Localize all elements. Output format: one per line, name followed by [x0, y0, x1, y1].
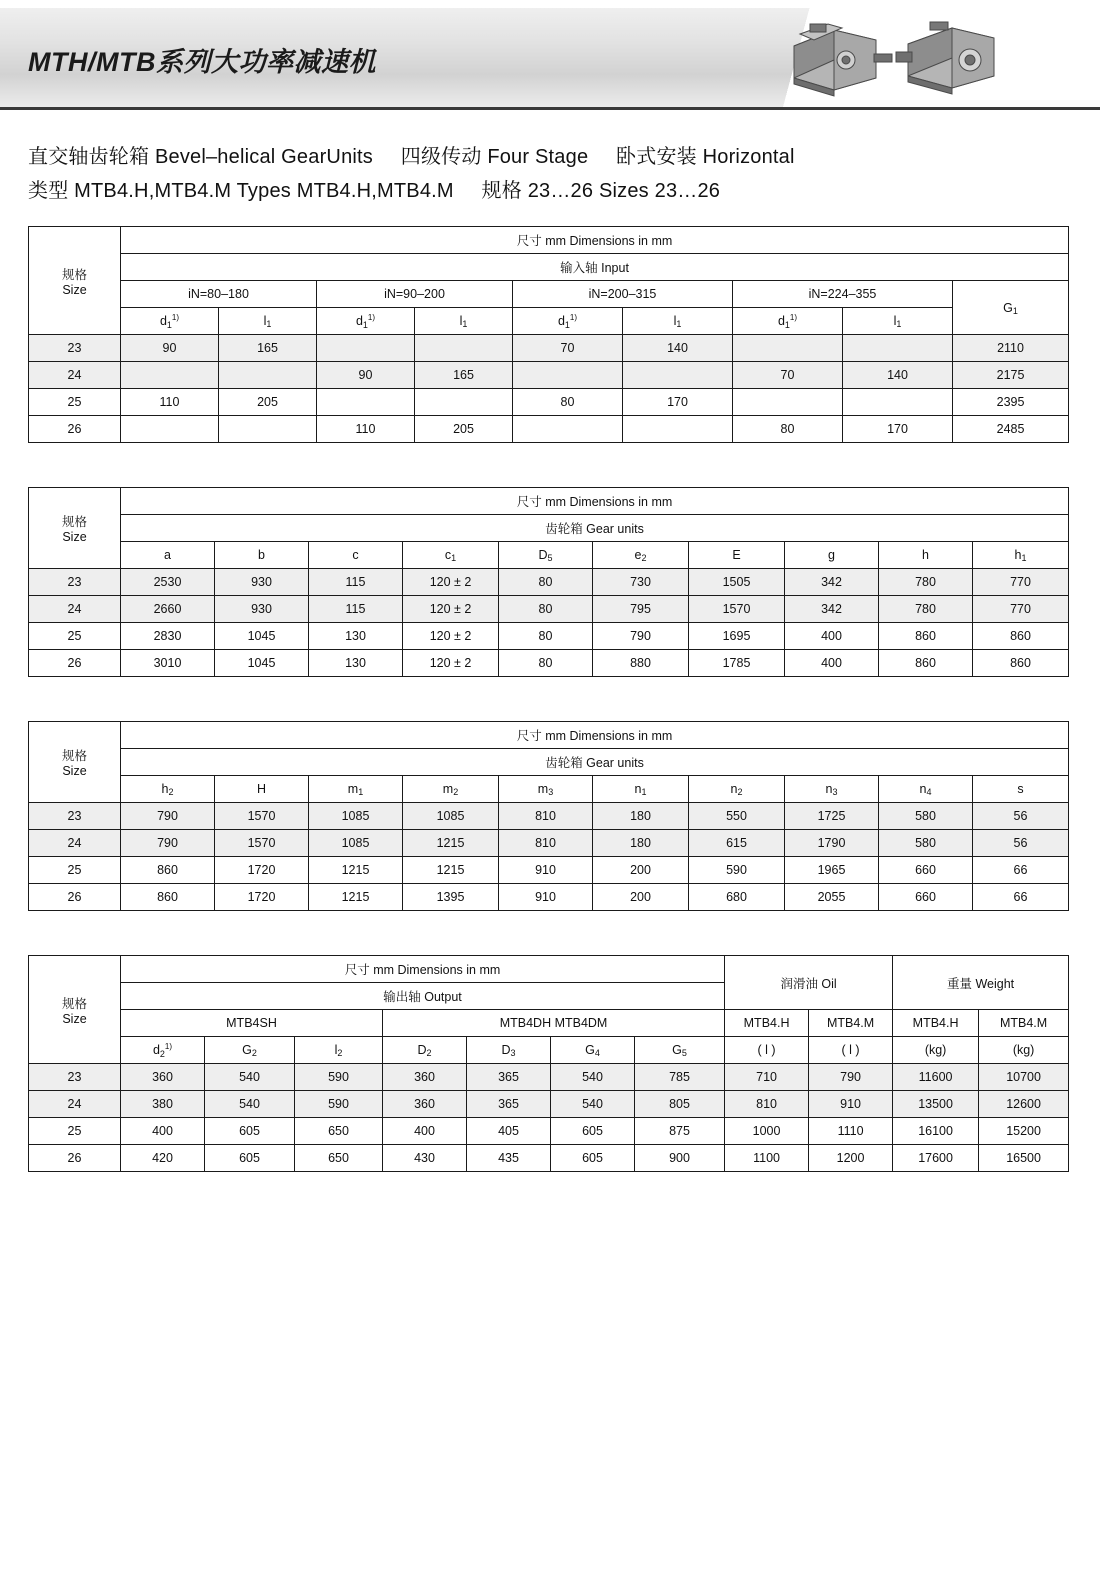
cell: 790	[121, 803, 215, 830]
table-gear-units-2-wrapper	[28, 721, 1068, 911]
row-size: 25	[29, 1118, 121, 1145]
table-row	[29, 650, 1069, 677]
size-header-en: Size	[62, 1011, 87, 1026]
column-l1-a: $l_1$	[219, 308, 317, 335]
column-m3: $m_3$	[499, 776, 593, 803]
cell: 80	[499, 569, 593, 596]
column-G5: $G_5$	[635, 1037, 725, 1064]
cell: 1215	[403, 857, 499, 884]
input-span-title: 输入轴 Input	[121, 254, 1069, 281]
cell: 650	[295, 1118, 383, 1145]
cell: 10700	[979, 1064, 1069, 1091]
cell: 860	[121, 884, 215, 911]
cell: 400	[121, 1118, 205, 1145]
cell: 540	[205, 1064, 295, 1091]
row-size: 24	[29, 596, 121, 623]
group-in-80-180: iN=80–180	[121, 281, 317, 308]
oil-span-title: 润滑油 Oil	[725, 956, 893, 1010]
cell: 90	[317, 362, 415, 389]
group-in-224-355: iN=224–355	[733, 281, 953, 308]
group-weight-mtb4m: MTB4.M	[979, 1010, 1069, 1037]
cell: 120 ± 2	[403, 623, 499, 650]
heading-line-2	[28, 174, 1068, 208]
cell: 660	[879, 884, 973, 911]
cell: 66	[973, 884, 1069, 911]
cell	[513, 362, 623, 389]
cell: 365	[467, 1091, 551, 1118]
cell: 860	[973, 650, 1069, 677]
table-row	[29, 362, 1069, 389]
cell: 880	[593, 650, 689, 677]
cell: 405	[467, 1118, 551, 1145]
table-output-oil-weight-wrapper	[28, 955, 1068, 1172]
row-size: 26	[29, 884, 121, 911]
cell: 900	[635, 1145, 725, 1172]
cell: 1570	[215, 830, 309, 857]
column-weight-unit-m: (kg)	[979, 1037, 1069, 1064]
size-header-cell	[29, 488, 121, 569]
column-b: b	[215, 542, 309, 569]
column-oil-unit-h: ( l )	[725, 1037, 809, 1064]
row-size: 24	[29, 830, 121, 857]
column-d1-a: $d_1^{1)}$	[121, 308, 219, 335]
cell: 200	[593, 884, 689, 911]
cell: 2175	[953, 362, 1069, 389]
cell: 1085	[309, 830, 403, 857]
cell	[623, 362, 733, 389]
cell: 780	[879, 596, 973, 623]
cell: 1790	[785, 830, 879, 857]
cell: 580	[879, 830, 973, 857]
heading-line-1	[28, 140, 1068, 174]
cell: 1110	[809, 1118, 893, 1145]
cell: 120 ± 2	[403, 569, 499, 596]
cell	[219, 362, 317, 389]
column-D2: $D_2$	[383, 1037, 467, 1064]
column-g1: $G_1$	[953, 281, 1069, 335]
cell: 930	[215, 596, 309, 623]
column-weight-unit-h: (kg)	[893, 1037, 979, 1064]
cell: 810	[499, 803, 593, 830]
cell: 2055	[785, 884, 879, 911]
row-size: 26	[29, 1145, 121, 1172]
column-D3: $D_3$	[467, 1037, 551, 1064]
group-in-200-315: iN=200–315	[513, 281, 733, 308]
cell: 860	[973, 623, 1069, 650]
row-size: 25	[29, 623, 121, 650]
cell: 2395	[953, 389, 1069, 416]
cell: 605	[551, 1145, 635, 1172]
cell: 400	[383, 1118, 467, 1145]
row-size: 26	[29, 650, 121, 677]
column-d5: $D_5$	[499, 542, 593, 569]
column-d1-b: $d_1^{1)}$	[317, 308, 415, 335]
column-l1-d: $l_1$	[843, 308, 953, 335]
size-header-en: Size	[62, 530, 87, 544]
cell: 605	[205, 1145, 295, 1172]
table-row	[29, 803, 1069, 830]
cell: 70	[513, 335, 623, 362]
heading-1-seg-2: 四级传动 Four Stage	[400, 146, 589, 168]
cell: 790	[809, 1064, 893, 1091]
cell	[121, 416, 219, 443]
table-input-shaft-wrapper	[28, 226, 1068, 443]
row-size: 24	[29, 1091, 121, 1118]
row-size: 23	[29, 803, 121, 830]
cell: 540	[205, 1091, 295, 1118]
column-g2: $G_2$	[205, 1037, 295, 1064]
cell: 16500	[979, 1145, 1069, 1172]
heading-1-seg-3: 卧式安装 Horizontal	[616, 146, 795, 168]
cell: 3010	[121, 650, 215, 677]
row-size: 25	[29, 857, 121, 884]
size-header-cell	[29, 722, 121, 803]
cell: 80	[499, 650, 593, 677]
cell: 1085	[309, 803, 403, 830]
cell: 910	[809, 1091, 893, 1118]
cell	[317, 335, 415, 362]
table-row	[29, 1145, 1069, 1172]
size-header-cn: 规格	[61, 749, 87, 763]
group-mtb4dh-dm: MTB4DH MTB4DM	[383, 1010, 725, 1037]
table-row	[29, 884, 1069, 911]
cell: 1720	[215, 857, 309, 884]
cell: 1570	[215, 803, 309, 830]
heading-2-seg-1: 类型 MTB4.H,MTB4.M Types MTB4.H,MTB4.M	[28, 180, 454, 202]
cell	[623, 416, 733, 443]
cell: 1215	[309, 884, 403, 911]
cell: 605	[205, 1118, 295, 1145]
table-row	[29, 857, 1069, 884]
cell: 1720	[215, 884, 309, 911]
column-a: a	[121, 542, 215, 569]
cell: 80	[499, 596, 593, 623]
column-l2: $l_2$	[295, 1037, 383, 1064]
cell: 56	[973, 803, 1069, 830]
size-header-en: Size	[62, 764, 87, 778]
cell: 660	[879, 857, 973, 884]
cell: 400	[785, 650, 879, 677]
row-size: 23	[29, 335, 121, 362]
cell: 430	[383, 1145, 467, 1172]
table-row	[29, 1091, 1069, 1118]
cell: 910	[499, 884, 593, 911]
cell	[733, 389, 843, 416]
cell: 80	[733, 416, 843, 443]
cell: 360	[383, 1091, 467, 1118]
cell: 165	[219, 335, 317, 362]
cell: 780	[879, 569, 973, 596]
row-size: 25	[29, 389, 121, 416]
column-e2: $e_2$	[593, 542, 689, 569]
cell: 170	[623, 389, 733, 416]
cell: 360	[121, 1064, 205, 1091]
cell: 2485	[953, 416, 1069, 443]
gear-units-span-title: 齿轮箱 Gear units	[121, 749, 1069, 776]
cell: 13500	[893, 1091, 979, 1118]
cell: 790	[121, 830, 215, 857]
cell: 1695	[689, 623, 785, 650]
cell: 115	[309, 569, 403, 596]
cell: 790	[593, 623, 689, 650]
row-size: 26	[29, 416, 121, 443]
weight-span-title: 重量 Weight	[893, 956, 1069, 1010]
cell: 120 ± 2	[403, 650, 499, 677]
cell: 16100	[893, 1118, 979, 1145]
cell: 1045	[215, 650, 309, 677]
table-output-oil-weight	[28, 955, 1069, 1172]
cell: 930	[215, 569, 309, 596]
cell	[219, 416, 317, 443]
dimensions-span-title: 尺寸 mm Dimensions in mm	[121, 722, 1069, 749]
group-weight-mtb4h: MTB4.H	[893, 1010, 979, 1037]
cell: 910	[499, 857, 593, 884]
cell: 1505	[689, 569, 785, 596]
cell: 70	[733, 362, 843, 389]
column-l1-c: $l_1$	[623, 308, 733, 335]
cell: 180	[593, 830, 689, 857]
cell	[317, 389, 415, 416]
cell: 365	[467, 1064, 551, 1091]
size-header-cn: 规格	[61, 515, 87, 529]
cell: 615	[689, 830, 785, 857]
cell: 1725	[785, 803, 879, 830]
cell	[733, 335, 843, 362]
cell: 1215	[309, 857, 403, 884]
cell: 1100	[725, 1145, 809, 1172]
table-row	[29, 596, 1069, 623]
table-row	[29, 1118, 1069, 1145]
column-n2: $n_2$	[689, 776, 785, 803]
cell: 342	[785, 596, 879, 623]
column-h2: $h_2$	[121, 776, 215, 803]
cell: 11600	[893, 1064, 979, 1091]
page-title: MTH/MTB系列大功率减速机	[28, 47, 376, 77]
cell: 90	[121, 335, 219, 362]
output-span-title: 输出轴 Output	[121, 983, 725, 1010]
cell	[843, 335, 953, 362]
cell: 120 ± 2	[403, 596, 499, 623]
cell: 80	[499, 623, 593, 650]
cell	[843, 389, 953, 416]
table-gear-units-2	[28, 721, 1069, 911]
table-row	[29, 623, 1069, 650]
cell: 2830	[121, 623, 215, 650]
cell: 110	[317, 416, 415, 443]
group-oil-mtb4h: MTB4.H	[725, 1010, 809, 1037]
gear-units-span-title: 齿轮箱 Gear units	[121, 515, 1069, 542]
dimensions-span-title: 尺寸 mm Dimensions in mm	[121, 956, 725, 983]
cell: 110	[121, 389, 219, 416]
cell	[121, 362, 219, 389]
cell: 56	[973, 830, 1069, 857]
cell: 1570	[689, 596, 785, 623]
cell: 1395	[403, 884, 499, 911]
column-h1: $h_1$	[973, 542, 1069, 569]
size-header-cn: 规格	[61, 267, 87, 282]
cell	[415, 335, 513, 362]
table-row	[29, 569, 1069, 596]
table-gear-units-1	[28, 487, 1069, 677]
cell: 1965	[785, 857, 879, 884]
cell: 805	[635, 1091, 725, 1118]
table-input-shaft	[28, 226, 1069, 443]
column-l1-b: $l_1$	[415, 308, 513, 335]
cell: 380	[121, 1091, 205, 1118]
column-c1: $c_1$	[403, 542, 499, 569]
cell: 785	[635, 1064, 725, 1091]
cell: 580	[879, 803, 973, 830]
cell: 180	[593, 803, 689, 830]
cell: 165	[415, 362, 513, 389]
cell: 860	[121, 857, 215, 884]
cell: 540	[551, 1064, 635, 1091]
document-headings	[28, 140, 1068, 208]
cell: 130	[309, 650, 403, 677]
column-s: s	[973, 776, 1069, 803]
page-header	[0, 0, 1100, 110]
table-row	[29, 1064, 1069, 1091]
size-header-en: Size	[62, 282, 87, 297]
column-n1: $n_1$	[593, 776, 689, 803]
column-n3: $n_3$	[785, 776, 879, 803]
cell: 590	[295, 1091, 383, 1118]
column-n4: $n_4$	[879, 776, 973, 803]
row-size: 23	[29, 569, 121, 596]
cell: 860	[879, 623, 973, 650]
row-size: 23	[29, 1064, 121, 1091]
cell: 590	[689, 857, 785, 884]
column-h: h	[879, 542, 973, 569]
column-H: H	[215, 776, 309, 803]
cell: 2110	[953, 335, 1069, 362]
column-d2: $d_2^{1)}$	[121, 1037, 205, 1064]
cell	[415, 389, 513, 416]
group-in-90-200: iN=90–200	[317, 281, 513, 308]
table-row	[29, 830, 1069, 857]
cell: 810	[725, 1091, 809, 1118]
cell: 115	[309, 596, 403, 623]
size-header-cn: 规格	[61, 996, 87, 1011]
cell: 360	[383, 1064, 467, 1091]
cell: 1215	[403, 830, 499, 857]
cell: 2660	[121, 596, 215, 623]
cell: 1085	[403, 803, 499, 830]
cell: 770	[973, 596, 1069, 623]
cell: 875	[635, 1118, 725, 1145]
cell: 650	[295, 1145, 383, 1172]
column-d1-d: $d_1^{1)}$	[733, 308, 843, 335]
heading-2-seg-2: 规格 23…26 Sizes 23…26	[481, 180, 721, 202]
dimensions-span-title: 尺寸 mm Dimensions in mm	[121, 227, 1069, 254]
column-c: c	[309, 542, 403, 569]
cell: 1045	[215, 623, 309, 650]
cell: 680	[689, 884, 785, 911]
cell: 205	[219, 389, 317, 416]
cell: 860	[879, 650, 973, 677]
cell: 66	[973, 857, 1069, 884]
cell: 1000	[725, 1118, 809, 1145]
cell: 730	[593, 569, 689, 596]
cell: 2530	[121, 569, 215, 596]
table-gear-units-1-wrapper	[28, 487, 1068, 677]
column-oil-unit-m: ( l )	[809, 1037, 893, 1064]
table-row	[29, 335, 1069, 362]
cell: 420	[121, 1145, 205, 1172]
table-row	[29, 389, 1069, 416]
cell: 1200	[809, 1145, 893, 1172]
group-mtb4sh: MTB4SH	[121, 1010, 383, 1037]
column-d1-c: $d_1^{1)}$	[513, 308, 623, 335]
row-size: 24	[29, 362, 121, 389]
cell: 605	[551, 1118, 635, 1145]
size-header-cell	[29, 227, 121, 335]
column-m2: $m_2$	[403, 776, 499, 803]
cell: 200	[593, 857, 689, 884]
cell: 770	[973, 569, 1069, 596]
cell: 130	[309, 623, 403, 650]
cell: 400	[785, 623, 879, 650]
cell: 435	[467, 1145, 551, 1172]
cell: 80	[513, 389, 623, 416]
cell: 12600	[979, 1091, 1069, 1118]
cell: 590	[295, 1064, 383, 1091]
table-row	[29, 416, 1069, 443]
cell: 140	[623, 335, 733, 362]
cell: 342	[785, 569, 879, 596]
cell: 540	[551, 1091, 635, 1118]
cell: 810	[499, 830, 593, 857]
cell: 550	[689, 803, 785, 830]
cell	[513, 416, 623, 443]
cell: 795	[593, 596, 689, 623]
gearbox-illustration-icon	[780, 16, 1010, 100]
heading-1-seg-1: 直交轴齿轮箱 Bevel–helical GearUnits	[28, 146, 373, 168]
cell: 1785	[689, 650, 785, 677]
cell: 710	[725, 1064, 809, 1091]
column-E: E	[689, 542, 785, 569]
group-oil-mtb4m: MTB4.M	[809, 1010, 893, 1037]
column-m1: $m_1$	[309, 776, 403, 803]
size-header-cell	[29, 956, 121, 1064]
column-g: g	[785, 542, 879, 569]
cell: 17600	[893, 1145, 979, 1172]
cell: 140	[843, 362, 953, 389]
column-G4: $G_4$	[551, 1037, 635, 1064]
dimensions-span-title: 尺寸 mm Dimensions in mm	[121, 488, 1069, 515]
cell: 170	[843, 416, 953, 443]
cell: 205	[415, 416, 513, 443]
cell: 15200	[979, 1118, 1069, 1145]
